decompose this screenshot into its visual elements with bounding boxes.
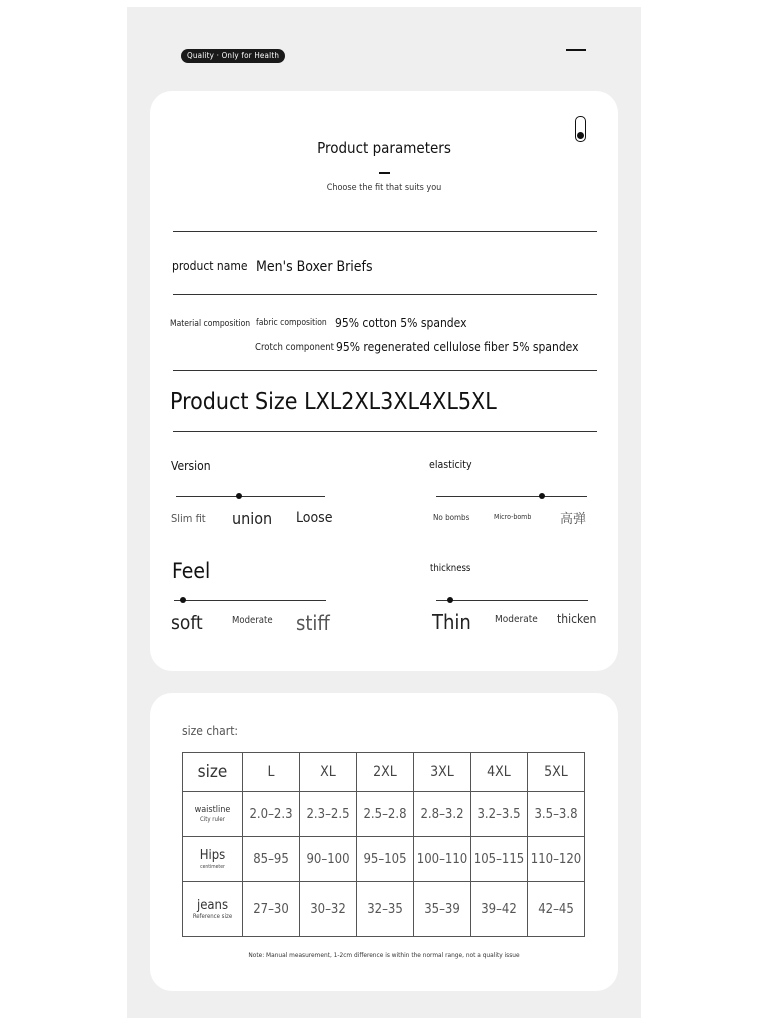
product-parameters-card xyxy=(150,91,618,671)
version-option-slim: Slim fit xyxy=(171,512,206,525)
table-cell: 35–39 xyxy=(414,882,471,937)
table-cell: 30–32 xyxy=(300,882,357,937)
thickness-option-thicken: thicken xyxy=(557,612,597,626)
divider xyxy=(173,431,597,432)
table-cell: 90–100 xyxy=(300,837,357,882)
feel-option-moderate: Moderate xyxy=(232,615,273,626)
size-col-l: L xyxy=(243,753,300,792)
size-col-4xl: 4XL xyxy=(471,753,528,792)
row-header-waistline: waistline City ruler xyxy=(183,792,243,837)
version-slider-track xyxy=(176,496,325,497)
thickness-slider-track xyxy=(436,600,588,601)
crotch-component-value: 95% regenerated cellulose fiber 5% spandex xyxy=(336,340,579,354)
table-cell: 27–30 xyxy=(243,882,300,937)
size-col-3xl: 3XL xyxy=(414,753,471,792)
feel-label: Feel xyxy=(172,559,211,583)
table-cell: 3.5–3.8 xyxy=(528,792,585,837)
elasticity-slider-track xyxy=(436,496,587,497)
measurement-note: Note: Manual measurement, 1-2cm difference is within the normal range, not a quality issue xyxy=(248,951,520,959)
feel-slider-dot[interactable] xyxy=(180,597,186,603)
elasticity-option-high: 高弹 xyxy=(560,512,587,527)
version-option-union: union xyxy=(232,509,273,528)
table-row xyxy=(183,882,585,937)
product-size-line: Product Size LXL2XL3XL4XL5XL xyxy=(170,389,497,415)
feel-option-stiff: stiff xyxy=(296,611,330,635)
product-name-label: product name xyxy=(172,259,248,273)
table-cell: 105–115 xyxy=(471,837,528,882)
section-subtitle: Choose the fit that suits you xyxy=(326,183,442,193)
menu-icon[interactable] xyxy=(566,49,586,51)
table-cell: 2.5–2.8 xyxy=(357,792,414,837)
table-cell: 2.3–2.5 xyxy=(300,792,357,837)
fabric-composition-value: 95% cotton 5% spandex xyxy=(335,316,467,330)
version-option-loose: Loose xyxy=(296,510,333,526)
table-cell: 3.2–3.5 xyxy=(471,792,528,837)
elasticity-option-none: No bombs xyxy=(433,513,470,522)
divider xyxy=(173,231,597,232)
size-col-5xl: 5XL xyxy=(528,753,585,792)
row-header-jeans: jeans Reference size xyxy=(183,882,243,937)
brand-badge: Quality · Only for Health xyxy=(181,49,285,63)
fabric-composition-label: fabric composition xyxy=(256,318,327,328)
table-cell: 110–120 xyxy=(528,837,585,882)
title-divider xyxy=(379,172,390,174)
thickness-slider-dot[interactable] xyxy=(447,597,453,603)
feel-option-soft: soft xyxy=(171,612,203,634)
elasticity-slider-dot[interactable] xyxy=(539,493,545,499)
version-label: Version xyxy=(171,459,211,473)
row-header-hips: Hips centimeter xyxy=(183,837,243,882)
crotch-component-label: Crotch component xyxy=(255,342,335,353)
divider xyxy=(173,370,597,371)
size-table xyxy=(182,752,585,937)
table-row xyxy=(183,792,585,837)
table-header-row xyxy=(183,753,585,792)
table-cell: 100–110 xyxy=(414,837,471,882)
table-cell: 2.0–2.3 xyxy=(243,792,300,837)
material-composition-label: Material composition xyxy=(170,319,251,329)
table-cell: 39–42 xyxy=(471,882,528,937)
section-title: Product parameters xyxy=(317,139,451,157)
thickness-option-moderate: Moderate xyxy=(495,614,538,625)
thickness-label: thickness xyxy=(430,563,471,574)
size-col-2xl: 2XL xyxy=(357,753,414,792)
divider xyxy=(173,294,597,295)
size-chart-card xyxy=(150,693,618,991)
version-slider-dot[interactable] xyxy=(236,493,242,499)
table-cell: 2.8–3.2 xyxy=(414,792,471,837)
feel-slider-track xyxy=(174,600,326,601)
table-cell: 95–105 xyxy=(357,837,414,882)
table-cell: 85–95 xyxy=(243,837,300,882)
elasticity-option-micro: Micro-bomb xyxy=(494,513,532,521)
table-row xyxy=(183,837,585,882)
size-header: size xyxy=(183,753,243,792)
thickness-option-thin: Thin xyxy=(432,610,471,634)
table-cell: 32–35 xyxy=(357,882,414,937)
product-name-value: Men's Boxer Briefs xyxy=(256,259,373,275)
size-col-xl: XL xyxy=(300,753,357,792)
elasticity-label: elasticity xyxy=(429,459,472,471)
table-cell: 42–45 xyxy=(528,882,585,937)
size-chart-title: size chart: xyxy=(182,724,239,738)
